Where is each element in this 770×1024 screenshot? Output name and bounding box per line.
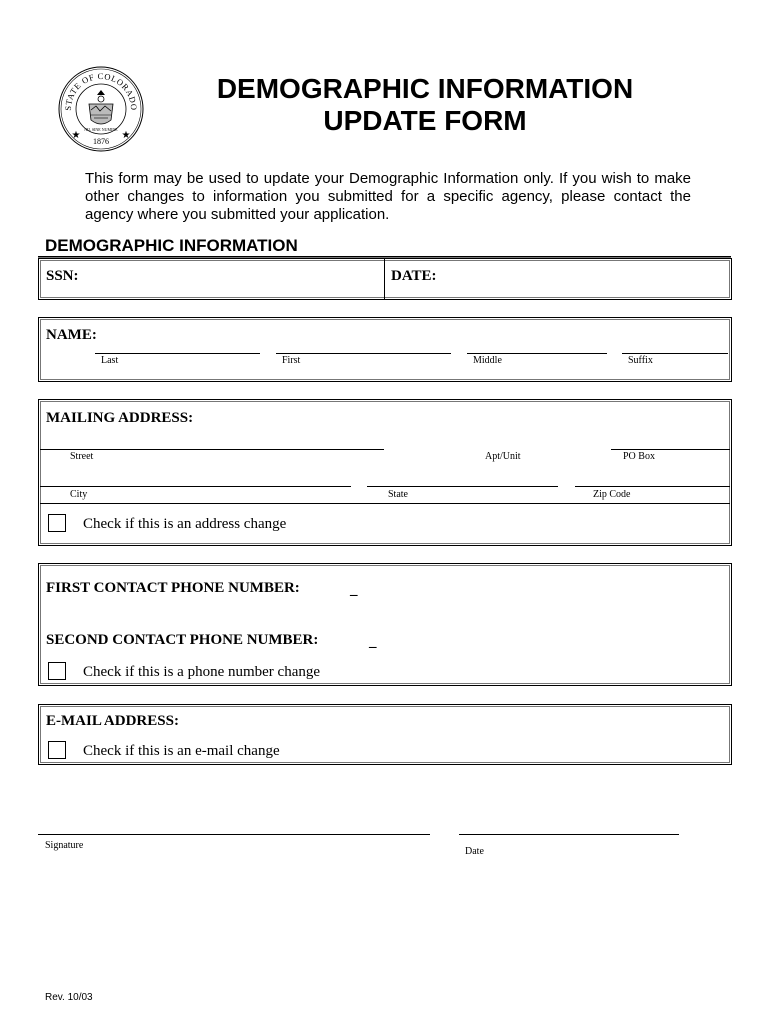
mailing-address-label: MAILING ADDRESS: — [46, 410, 194, 426]
seal-motto: NIL SINE NUMINE — [84, 127, 118, 132]
address-change-label: Check if this is an address change — [83, 516, 287, 532]
page-title-line2: UPDATE FORM — [323, 105, 527, 136]
last-caption: Last — [101, 355, 119, 366]
address-change-checkbox[interactable] — [48, 514, 66, 532]
email-change-label: Check if this is an e-mail change — [83, 743, 280, 759]
name-label: NAME: — [46, 327, 97, 343]
address-divider — [40, 503, 730, 504]
page-title-line1: DEMOGRAPHIC INFORMATION — [216, 73, 634, 104]
street-caption: Street — [70, 451, 94, 462]
first-phone-field[interactable]: _ — [350, 582, 358, 598]
first-name-field[interactable] — [276, 353, 451, 354]
email-field[interactable] — [190, 710, 725, 732]
signature-caption: Signature — [45, 840, 84, 851]
po-box-field[interactable] — [611, 449, 730, 450]
seal-text-bottom: 1876 — [93, 137, 109, 146]
suffix-caption: Suffix — [628, 355, 653, 366]
second-phone-field[interactable]: _ — [369, 634, 377, 650]
apt-unit-field[interactable] — [420, 434, 595, 449]
middle-caption: Middle — [473, 355, 502, 366]
middle-name-field[interactable] — [467, 353, 607, 354]
first-caption: First — [282, 355, 301, 366]
intro-paragraph: This form may be used to update your Demographic Information only. If you wish to make other changes to information you submitted for a specific agency, please contact the agency where you submitted your application. — [85, 170, 691, 223]
suffix-field[interactable] — [622, 353, 728, 354]
phone-change-checkbox[interactable] — [48, 662, 66, 680]
email-change-checkbox[interactable] — [48, 741, 66, 759]
date-field[interactable] — [450, 262, 725, 294]
phone-change-label: Check if this is a phone number change — [83, 664, 321, 680]
seal-text-top: STATE OF COLORADO — [62, 70, 140, 111]
city-caption: City — [70, 489, 88, 500]
svg-text:★: ★ — [71, 130, 81, 141]
state-caption: State — [388, 489, 408, 500]
city-field[interactable] — [40, 486, 351, 487]
svg-text:★: ★ — [121, 130, 131, 141]
ssn-field[interactable] — [120, 262, 378, 294]
second-phone-label: SECOND CONTACT PHONE NUMBER: — [46, 632, 319, 648]
signature-field[interactable] — [38, 834, 430, 835]
first-phone-label: FIRST CONTACT PHONE NUMBER: — [46, 580, 300, 596]
revision-footer: Rev. 10/03 — [45, 992, 93, 1003]
po-box-caption: PO Box — [623, 451, 655, 462]
state-of-colorado-seal-icon — [58, 66, 144, 152]
zip-code-field[interactable] — [575, 486, 730, 487]
ssn-label: SSN: — [46, 268, 79, 284]
date-label: DATE: — [391, 268, 437, 284]
state-field[interactable] — [367, 486, 558, 487]
apt-unit-caption: Apt/Unit — [485, 451, 521, 462]
zip-code-caption: Zip Code — [593, 489, 631, 500]
street-field[interactable] — [40, 449, 384, 450]
signature-date-caption: Date — [465, 846, 484, 857]
section-heading-demographic: DEMOGRAPHIC INFORMATION — [45, 236, 298, 255]
name-box — [38, 317, 732, 382]
email-label: E-MAIL ADDRESS: — [46, 713, 179, 729]
last-name-field[interactable] — [95, 353, 260, 354]
signature-date-field[interactable] — [459, 834, 679, 835]
ssn-date-divider — [384, 258, 385, 300]
